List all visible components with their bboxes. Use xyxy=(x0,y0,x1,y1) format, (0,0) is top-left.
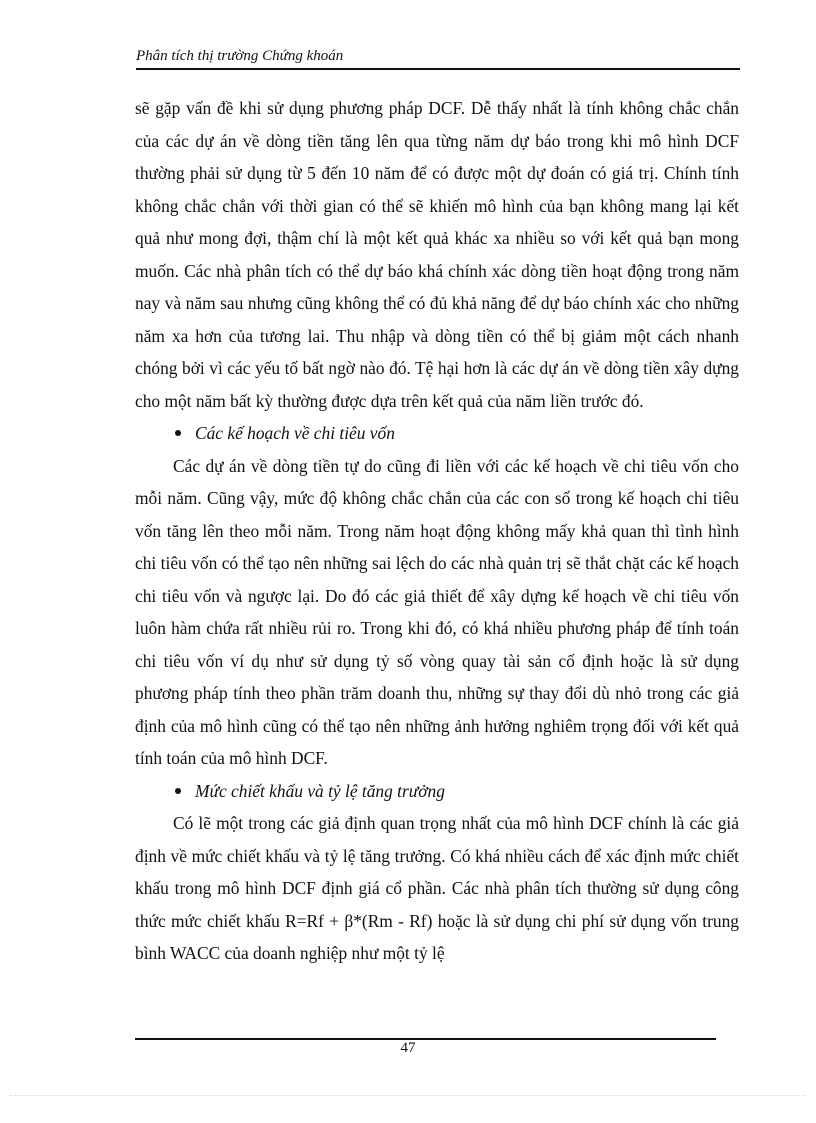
document-body xyxy=(135,92,739,970)
bullet-discount-growth xyxy=(135,775,739,808)
bullet-discount-label: Mức chiết khấu và tỷ lệ tăng trưởng xyxy=(195,780,445,801)
bullet-dot-icon xyxy=(175,430,181,436)
bullet-capex-label: Các kế hoạch về chi tiêu vốn xyxy=(195,423,395,443)
paragraph-discount: Có lẽ một trong các giả định quan trọng nhất của mô hình DCF chính là các giả định về mức chiết khấu và tỷ lệ tăng trưởng. Có khá nhiều cách để xác định mức chiết khấu trong mô hình DCF định giá cổ phần. Các nhà phân tích thường sử dụng công thức mức chiết khấu R=Rf + β*(Rm - Rf) hoặc là sử dụng chi phí sử dụng vốn trung bình WACC của doanh nghiệp như một tỷ lệ xyxy=(135,813,739,963)
header-title: Phân tích thị trường Chứng khoán xyxy=(136,48,344,64)
bullet-capex-plans xyxy=(135,417,739,450)
paragraph-continuation: sẽ gặp vấn đề khi sử dụng phương pháp DCF. Dễ thấy nhất là tính không chắc chắn của các dự án về dòng tiền tăng lên qua từng năm dự báo trong khi mô hình DCF thường phải sử dụng từ 5 đến 10 năm để có được một dự đoán có giá trị. Chính tính không chắc chắn với thời gian có thể sẽ khiến mô hình của bạn không mang lại kết quả như mong đợi, thậm chí là một kết quả khác xa nhiều so với kết quả bạn mong muốn. Các nhà phân tích có thể dự báo khá chính xác dòng tiền hoạt động trong năm nay và năm sau nhưng cũng không thể có đủ khả năng để dự báo chính xác cho những năm xa hơn của tương lai. Thu nhập và dòng tiền có thể bị giảm một cách nhanh chóng bởi vì các yếu tố bất ngờ nào đó. Tệ hại hơn là các dự án về dòng tiền xây dựng cho một năm bất kỳ thường được dựa trên kết quả của năm liền trước đó. xyxy=(135,98,739,411)
bullet-dot-icon xyxy=(175,788,181,794)
page-edge-divider xyxy=(10,1095,806,1096)
page-header xyxy=(136,46,740,70)
paragraph-capex: Các dự án về dòng tiền tự do cũng đi liền với các kế hoạch về chi tiêu vốn cho mỗi năm. Cũng vậy, mức độ không chắc chắn của các con số trong kế hoạch chi tiêu vốn tăng lên theo mỗi năm. Trong năm hoạt động không mấy khả quan thì tình hình chi tiêu vốn có thể tạo nên những sai lệch do các nhà quản trị sẽ thắt chặt các kế hoạch chi tiêu vốn và ngược lại. Do đó các giả thiết để xây dựng kế hoạch về chi tiêu vốn luôn hàm chứa rất nhiều rủi ro. Trong khi đó, có khá nhiều phương pháp để tính toán chi tiêu vốn ví dụ như sử dụng tỷ số vòng quay tài sản cố định hoặc là sử dụng phương pháp tính theo phần trăm doanh thu, những sự thay đổi dù nhỏ trong các giả định của mô hình cũng có thể tạo nên những ảnh hưởng nghiêm trọng đối với kết quả tính toán của mô hình DCF. xyxy=(135,455,739,768)
page-number: 47 xyxy=(400,1040,416,1056)
